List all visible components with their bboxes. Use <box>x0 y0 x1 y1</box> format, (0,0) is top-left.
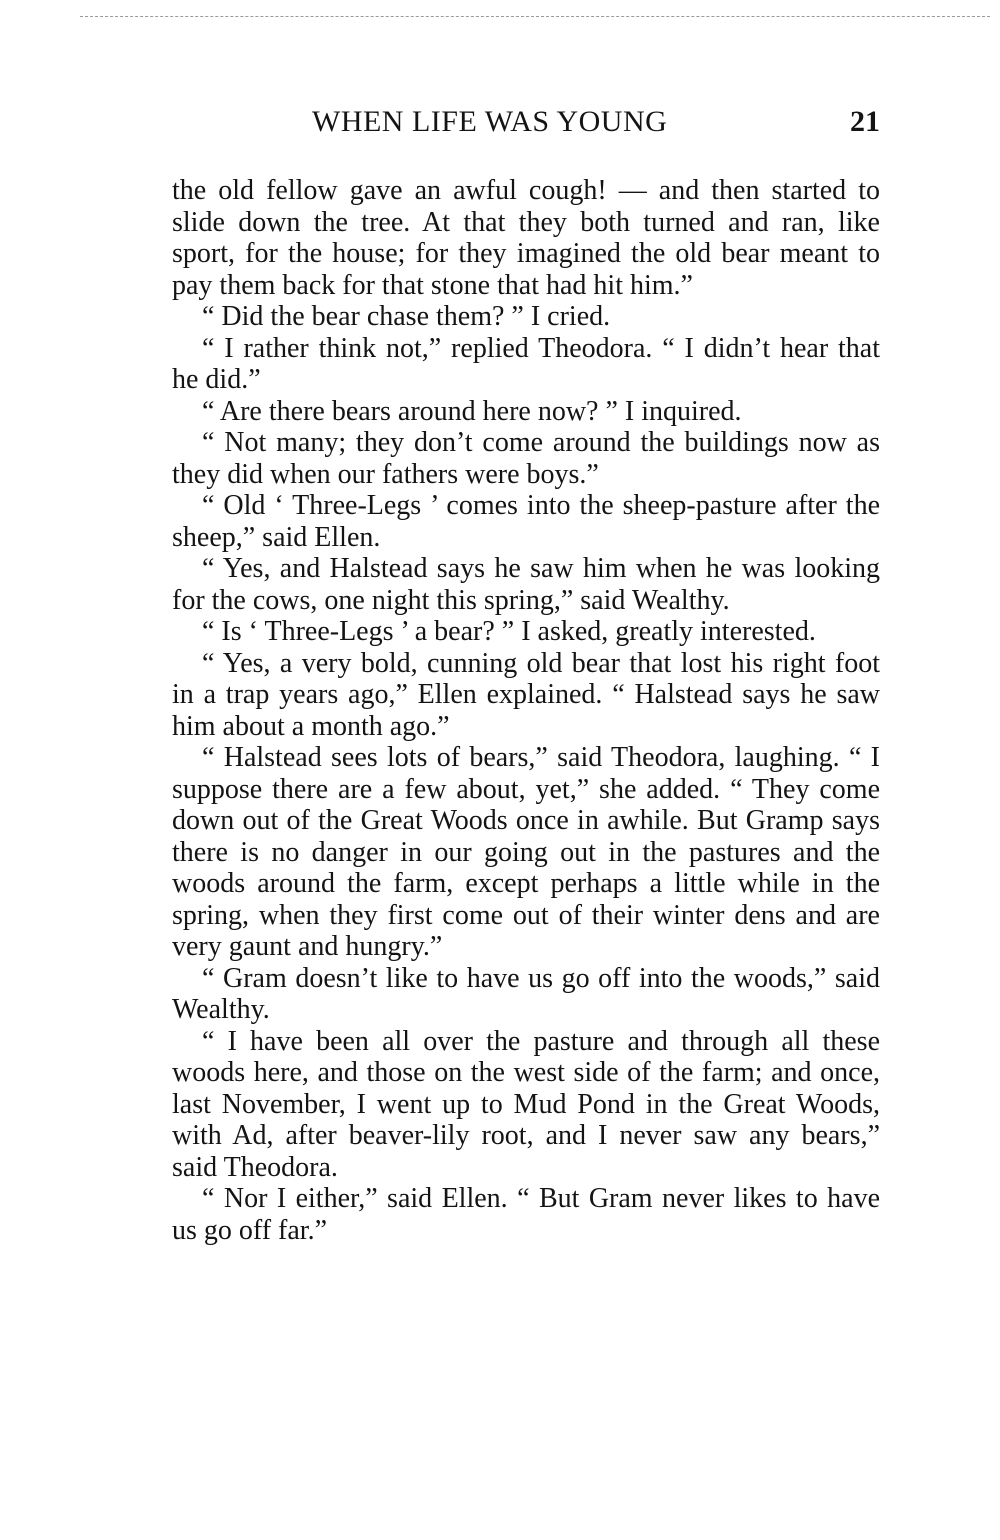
paragraph: “ Yes, and Halstead says he saw him when he was looking for the cows, one night this spring,” said Wealthy. <box>172 553 880 616</box>
page-top-rule <box>80 16 990 17</box>
page-number: 21 <box>850 105 880 138</box>
paragraph: “ I have been all over the pasture and through all these woods here, and those on the west side of the farm; and once, last November, I went up to Mud Pond in the Great Woods, with Ad, after beaver-lily root, and I never saw any bears,” said Theodora. <box>172 1025 880 1183</box>
paragraph: “ Yes, a very bold, cunning old bear that lost his right foot in a trap years ago,” Ellen explained. “ Halstead says he saw him about a month ago.” <box>172 647 880 742</box>
running-head <box>172 100 880 144</box>
paragraph: “ Are there bears around here now? ” I inquired. <box>202 395 742 427</box>
paragraph: “ Did the bear chase them? ” I cried. <box>202 301 611 332</box>
paragraph: “ Halstead sees lots of bears,” said Theodora, laughing. “ I suppose there are a few about, yet,” she added. “ They come down out of the Great Woods once in awhile. But Gramp says there is no danger in our going out in the pastures and the woods around the farm, except perhaps a little while in the spring, when they first come out of their winter dens and are very gaunt and hungry.” <box>172 742 880 962</box>
paragraph: “ Is ‘ Three-Legs ’ a bear? ” I asked, greatly interested. <box>202 616 816 647</box>
body-text <box>172 175 880 1246</box>
paragraph-continuation: the old fellow gave an awful cough! — and then started to slide down the tree. At that they both turned and ran, like sport, for the house; for they imagined the old bear meant to pay them back for that stone that had hit him.” <box>172 175 880 301</box>
paragraph: “ I rather think not,” replied Theodora. “ I didn’t hear that he did.” <box>172 332 880 395</box>
running-title: WHEN LIFE WAS YOUNG <box>312 105 668 138</box>
paragraph: “ Old ‘ Three-Legs ’ comes into the sheep-pasture after the sheep,” said Ellen. <box>172 490 880 553</box>
paragraph: “ Not many; they don’t come around the buildings now as they did when our fathers were boys.” <box>172 427 880 490</box>
paragraph: “ Nor I either,” said Ellen. “ But Gram never likes to have us go off far.” <box>172 1183 880 1246</box>
paragraph: “ Gram doesn’t like to have us go off into the woods,” said Wealthy. <box>172 962 880 1025</box>
